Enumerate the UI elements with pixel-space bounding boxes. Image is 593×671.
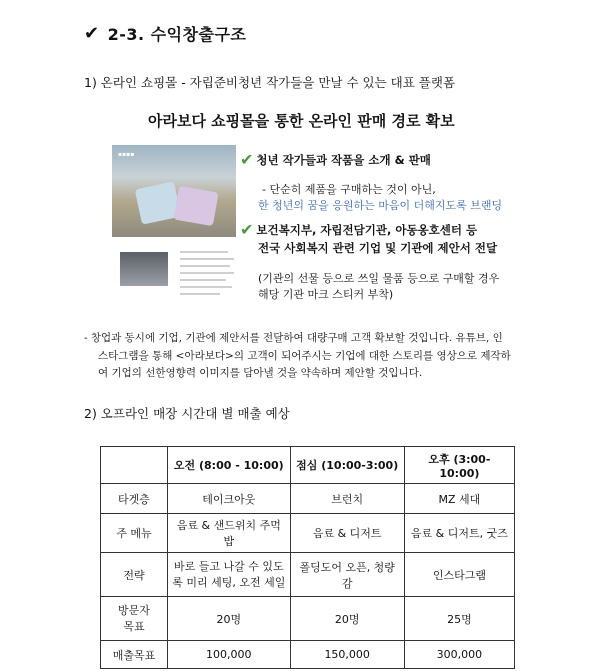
point2-title1: 보건복지부, 자립전담기관, 아동옹호센터 등 [256,222,478,237]
section1-title: 1) 온라인 쇼핑몰 - 자립준비청년 작가들을 만날 수 있는 대표 플랫폼 [84,75,456,90]
paragraph-line3: 여 기업의 선한영향력 이미지를 담아낼 것을 약속하며 제안할 것입니다. [98,367,423,379]
paragraph-line1: - 창업과 동시에 기업, 기관에 제안서를 전달하여 대량구매 고객 확보할 것입니다. 유튜브, 인 [84,332,503,344]
table-cell: 100,000 [168,641,291,669]
table-cell: 25명 [404,597,514,641]
article-snippet [180,251,236,311]
table-row [101,553,515,597]
shopping-mall-photo [112,145,236,237]
row-label: 주 메뉴 [101,514,168,553]
table-cell: 150,000 [290,641,404,669]
table-cell: 음료 & 디저트 [290,514,404,553]
header-cell: 오후 (3:00-10:00) [404,447,514,484]
point2-line2: 해당 기관 마크 스티커 부착) [258,288,394,301]
table-header-row [101,447,515,484]
point-2 [240,220,477,239]
table-cell: 인스타그램 [404,553,514,597]
point1-line1: - 단순히 제품을 구매하는 것이 아닌, [262,183,436,196]
table-cell: 테이크아웃 [168,484,291,514]
sales-forecast-table [100,446,515,669]
point1-line2: 한 청년의 꿈을 응원하는 마음이 더해지도록 브랜딩 [258,199,503,212]
table-cell: 음료 & 디저트, 굿즈 [404,514,514,553]
photo-caption-decoration: ▪▪▪▪ [118,151,135,158]
paragraph-line2: 스타그램을 통해 <아라보다>의 고객이 되어주시는 기업에 대한 스토리를 영상으로 제작하 [98,349,511,362]
point-1 [240,150,431,169]
row-label: 전략 [101,553,168,597]
table-cell: 브런치 [290,484,404,514]
check-mark-icon: ✔ [84,22,100,44]
point1-title: 청년 작가들과 작품을 소개 & 판매 [256,152,431,167]
heading-text: 2-3. 수익창출구조 [107,25,247,44]
table-row [101,514,515,553]
green-check-icon: ✔ [240,220,254,239]
section2-title: 2) 오프라인 매장 시간대 별 매출 예상 [84,406,290,421]
row-label: 타겟층 [101,484,168,514]
row-label: 방문자 목표 [101,597,168,641]
header-cell: 점심 (10:00-3:00) [290,447,404,484]
row-label: 매출목표 [101,641,168,669]
table-row [101,484,515,514]
header-cell [101,447,168,484]
banner-title: 아라보다 쇼핑몰을 통한 온라인 판매 경로 확보 [148,112,455,130]
point2-title2: 전국 사회복지 관련 기업 및 기관에 제안서 전달 [258,241,498,255]
section-heading [84,22,246,45]
table-cell: 음료 & 샌드위치 주먹밥 [168,514,291,553]
event-photo [120,252,168,286]
table-row [101,597,515,641]
green-check-icon: ✔ [240,150,254,169]
table-cell: 20명 [290,597,404,641]
table-cell: 폴딩도어 오픈, 청량감 [290,553,404,597]
table-cell: 바로 들고 나갈 수 있도 록 미리 세팅, 오전 세일 [168,553,291,597]
table-cell: 300,000 [404,641,514,669]
header-cell: 오전 (8:00 - 10:00) [168,447,291,484]
proposal-paragraph [84,330,514,383]
table-cell: 20명 [168,597,291,641]
point2-line1: (기관의 선물 등으로 쓰일 물품 등으로 구매할 경우 [258,272,500,285]
table-row [101,641,515,669]
table-cell: MZ 세대 [404,484,514,514]
bag-image-2 [173,186,218,226]
